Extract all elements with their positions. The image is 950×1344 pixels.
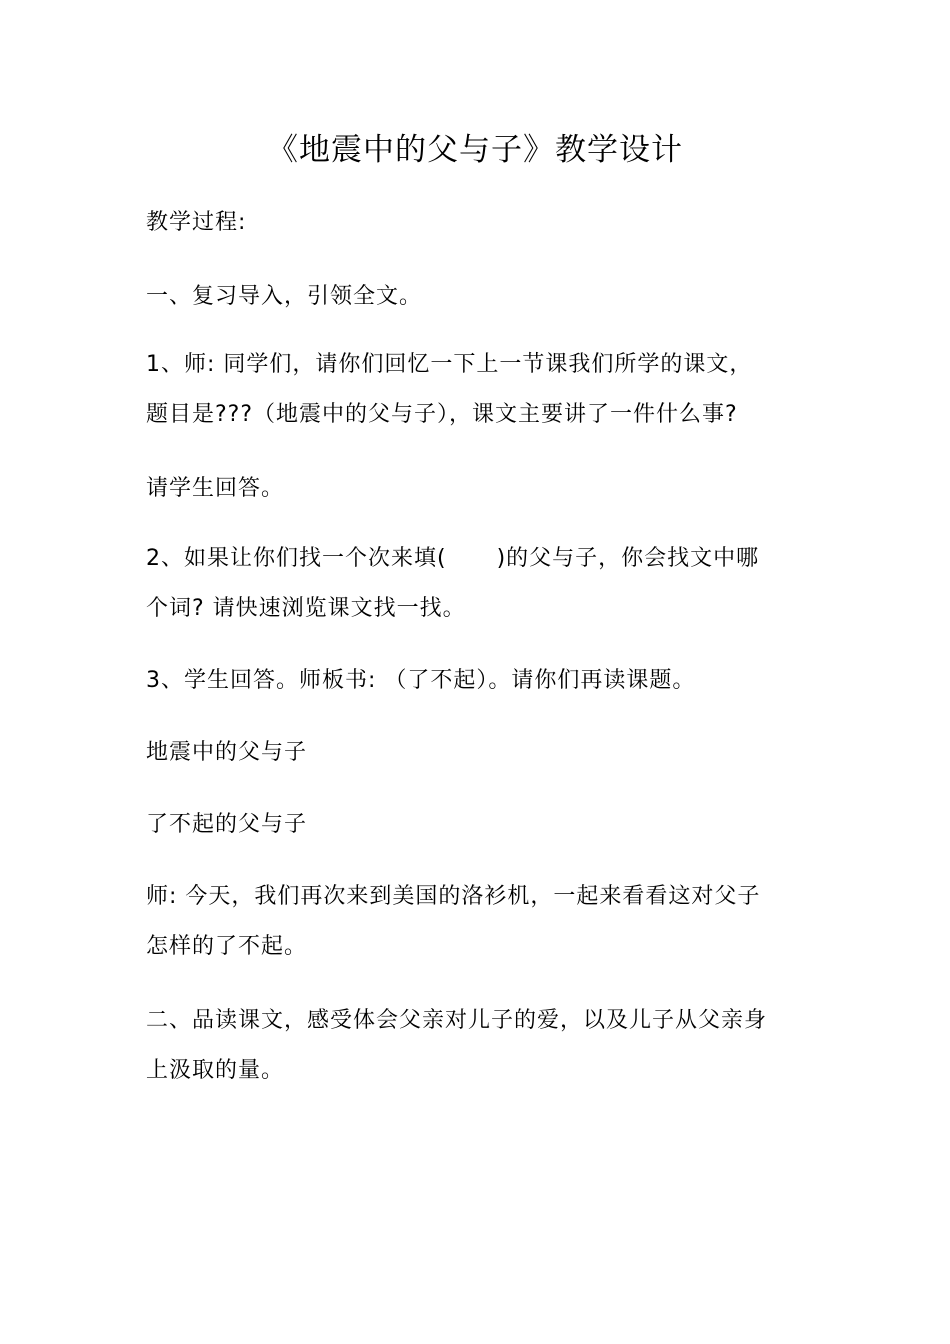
paragraph-step1-line1: 1、师: 同学们，请你们回忆一下上一节课我们所学的课文， [146, 352, 753, 377]
section-heading-reading-line2: 上汲取的量。 [146, 1058, 285, 1083]
paragraph-teacher-line1: 师: 今天，我们再次来到美国的洛衫机，一起来看看这对父子 [146, 884, 761, 909]
board-title-original: 地震中的父与子 [146, 740, 308, 765]
section-heading-reading-line1: 二、品读课文，感受体会父亲对儿子的爱，以及儿子从父亲身 [146, 1008, 768, 1033]
paragraph-step1-line2: 题目是???（地震中的父与子），课文主要讲了一件什么事? [146, 402, 738, 427]
section-heading-review: 一、复习导入，引领全文。 [146, 284, 423, 309]
step2-text-before-blank: 2、如果让你们找一个次来填( [146, 546, 447, 571]
section-heading-process: 教学过程: [146, 210, 247, 235]
paragraph-step3: 3、学生回答。师板书: （了不起）。请你们再读课题。 [146, 668, 696, 693]
paragraph-student-answer: 请学生回答。 [146, 476, 285, 501]
paragraph-teacher-line2: 怎样的了不起。 [146, 934, 308, 959]
document-title: 《地震中的父与子》教学设计 [267, 132, 683, 168]
step2-text-after-blank: )的父与子，你会找文中哪 [496, 546, 760, 571]
board-title-revised: 了不起的父与子 [146, 812, 308, 837]
paragraph-step2-line1 [146, 544, 759, 574]
paragraph-step2-line2: 个词? 请快速浏览课文找一找。 [146, 596, 466, 621]
